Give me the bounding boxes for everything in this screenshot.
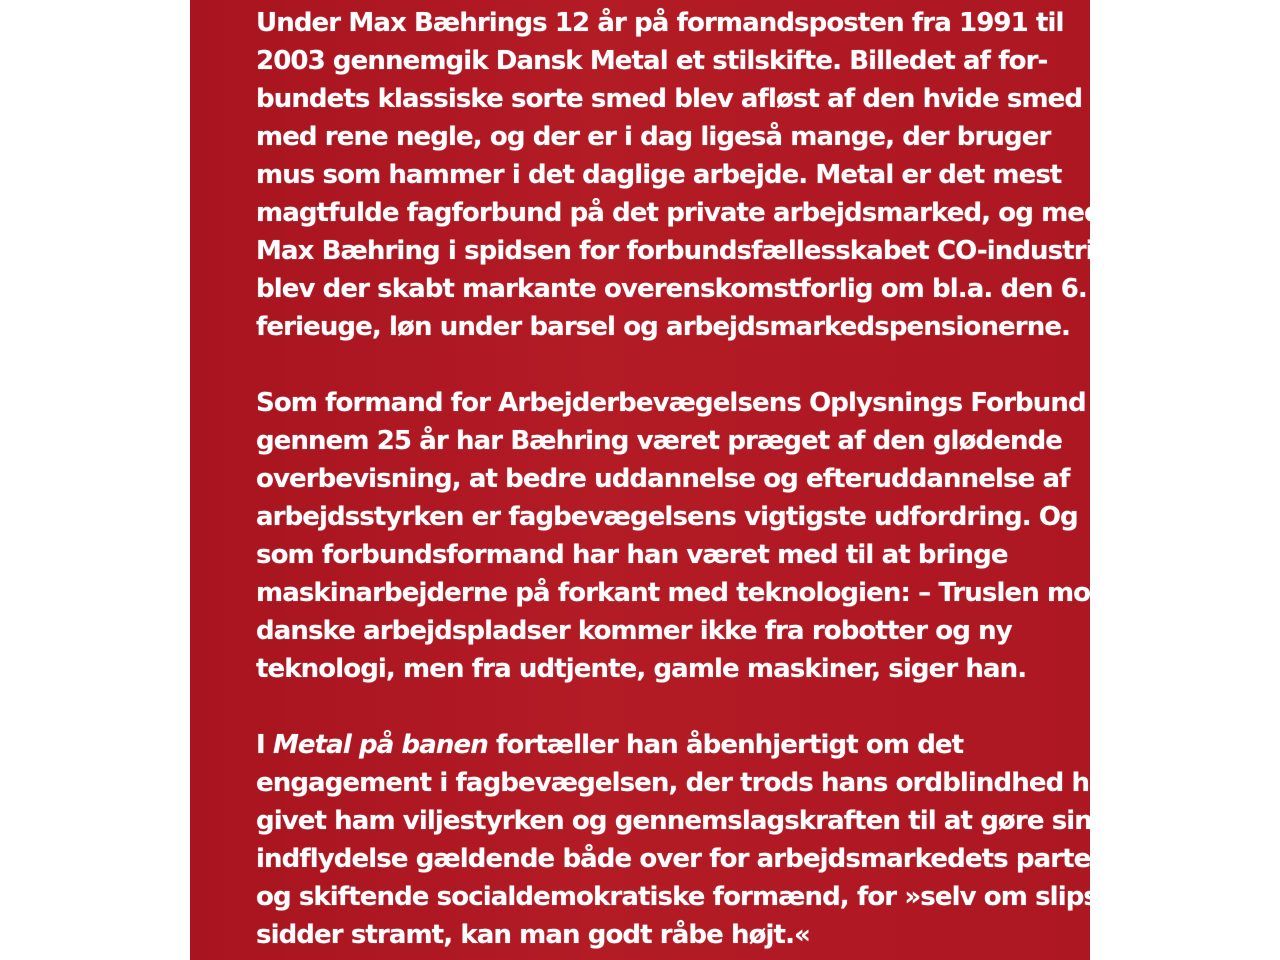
text-line: og skiftende socialdemokratiske formænd, for »selv om slipset (256, 882, 1127, 912)
text-line: blev der skabt markante overenskomstforlig om bl.a. den 6. (256, 274, 1087, 304)
text-line: teknologi, men fra udtjente, gamle maskiner, siger han. (256, 654, 1027, 684)
text-line: danske arbejdspladser kommer ikke fra robotter og ny (256, 616, 1012, 646)
text-line: givet ham viljestyrken og gennemslagskraften til at gøre sin (256, 806, 1092, 836)
text-line: med rene negle, og der er i dag ligeså mange, der bruger (256, 122, 1051, 152)
text-line: overbevisning, at bedre uddannelse og efteruddannelse af (256, 464, 1070, 494)
text-line (256, 726, 1090, 764)
line-prefix: I (256, 730, 273, 760)
text-line: mus som hammer i det daglige arbejde. Metal er det mest (256, 160, 1062, 190)
text-line: ferieuge, løn under barsel og arbejdsmarkedspensionerne. (256, 312, 1071, 342)
text-line: 2003 gennemgik Dansk Metal et stilskifte. Billedet af for- (256, 46, 1048, 76)
text-line: indflydelse gældende både over for arbejdsmarkedets parter (256, 844, 1103, 874)
text-line: bundets klassiske sorte smed blev afløst af den hvide smed (256, 84, 1083, 114)
text-line: sidder stramt, kan man godt råbe højt.« (256, 920, 810, 950)
text-line: Under Max Bæhrings 12 år på formandsposten fra 1991 til (256, 8, 1064, 38)
text-line: Som formand for Arbejderbevægelsens Oplysnings Forbund (256, 388, 1086, 418)
text-line: engagement i fagbevægelsen, der trods hans ordblindhed har (256, 768, 1118, 798)
blurb-paragraph-1 (256, 4, 1102, 346)
line-suffix: fortæller han åbenhjertigt om det (487, 730, 964, 760)
text-line: arbejdsstyrken er fagbevægelsens vigtigste udfordring. Og (256, 502, 1078, 532)
blurb-paragraph-2 (256, 384, 1108, 688)
book-title: Metal på banen (272, 730, 488, 760)
text-line: gennem 25 år har Bæhring været præget af den glødende (256, 426, 1063, 456)
text-line: som forbundsformand har han været med til at bringe (256, 540, 1008, 570)
book-back-cover (190, 0, 1127, 960)
text-line: maskinarbejderne på forkant med teknologien: – Truslen mod (256, 578, 1108, 608)
text-line: Max Bæhring i spidsen for forbundsfællesskabet CO-industri (256, 236, 1094, 266)
blurb-paragraph-3 (256, 726, 1127, 954)
text-line: magtfulde fagforbund på det private arbejdsmarked, og med (256, 198, 1102, 228)
